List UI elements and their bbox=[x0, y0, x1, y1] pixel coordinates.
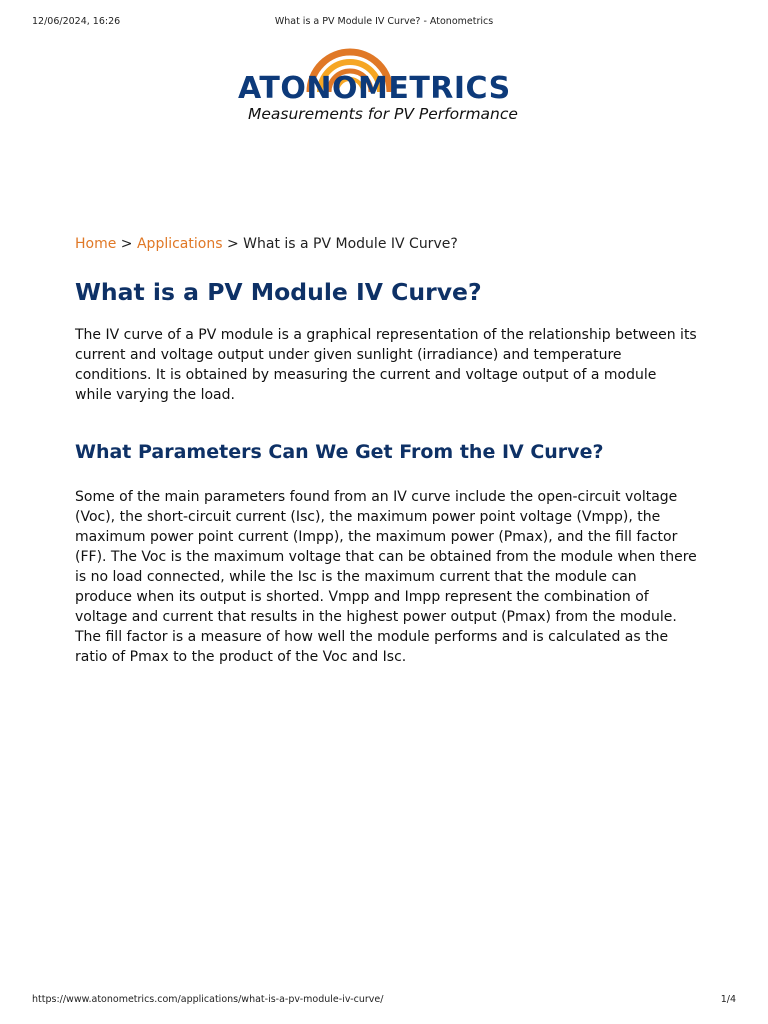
intro-paragraph: The IV curve of a PV module is a graphical representation of the relationship between its current and voltage output under given sunlight (irradiance) and temperature conditions. It is obtained by measuring the current and voltage output of a module while varying the load. bbox=[75, 327, 697, 403]
page-number: 1/4 bbox=[720, 994, 736, 1005]
breadcrumb-separator: > bbox=[116, 236, 137, 252]
breadcrumb-separator: > bbox=[222, 236, 244, 252]
page-title: What is a PV Module IV Curve? bbox=[75, 278, 482, 306]
logo-tagline: Measurements for PV Performance bbox=[248, 105, 518, 123]
print-header bbox=[32, 16, 736, 30]
section-heading: What Parameters Can We Get From the IV Curve? bbox=[75, 441, 604, 463]
breadcrumb-current: What is a PV Module IV Curve? bbox=[243, 236, 458, 252]
print-footer bbox=[32, 994, 736, 1008]
print-doc-title: What is a PV Module IV Curve? - Atonometrics bbox=[274, 16, 494, 27]
breadcrumb-applications-link[interactable]: Applications bbox=[136, 236, 223, 252]
breadcrumb-home-link[interactable]: Home bbox=[75, 236, 117, 252]
print-datetime: 12/06/2024, 16:26 bbox=[32, 16, 121, 27]
logo-wordmark: ATONOMETRICS bbox=[238, 71, 511, 106]
breadcrumb bbox=[75, 236, 458, 252]
section-paragraph: Some of the main parameters found from an IV curve include the open-circuit voltage (Voc), the short-circuit current (Isc), the maximum power point voltage (Vmpp), the maximum power point current (Impp), the maximum power (Pmax), and the fill factor (FF). The Voc is the maximum voltage that can be obtained from the module when there is no load connected, while the Isc is the maximum current that the module can produce when its output is shorted. Vmpp and Impp represent the combination of voltage and current that results in the highest power output (Pmax) from the module. The fill factor is a measure of how well the module performs and is calculated as the ratio of Pmax to the product of the Voc and Isc. bbox=[75, 489, 697, 665]
atonometrics-logo[interactable] bbox=[238, 40, 534, 126]
print-url: https://www.atonometrics.com/applications/what-is-a-pv-module-iv-curve/ bbox=[32, 994, 384, 1005]
